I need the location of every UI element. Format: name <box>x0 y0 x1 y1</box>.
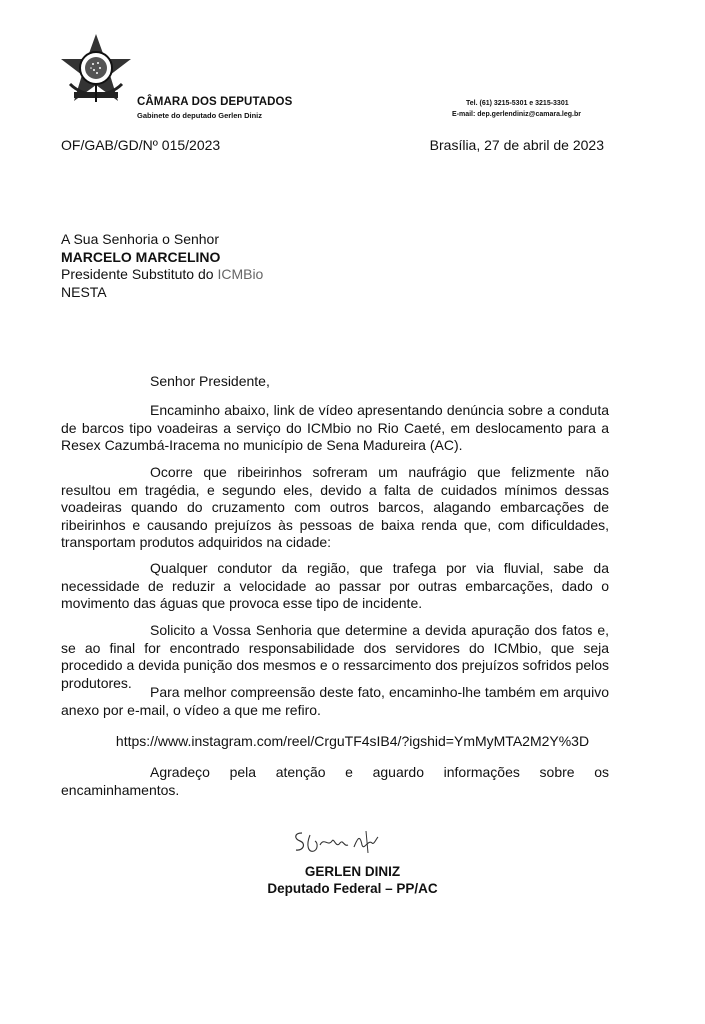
paragraph-4: Solicito a Vossa Senhoria que determine a devida apuração dos fatos e, se ao final for encontrado responsabilidade dos servidores do ICMbio, que seja procedido a devida punição dos mesmos e o ressarcimento dos prejuízos sofridos pelos produtores. <box>61 622 609 691</box>
paragraph-5: Para melhor compreensão deste fato, encaminho-lhe também em arquivo anexo por e-mail, o vídeo a que me refiro. <box>61 684 609 718</box>
recipient-role: Presidente Substituto do ICMBio <box>61 266 264 282</box>
signatory-role: Deputado Federal – PP/AC <box>267 881 438 896</box>
signatory-name: GERLEN DINIZ <box>304 864 401 879</box>
video-link[interactable]: https://www.instagram.com/reel/CrguTF4sIB4/?igshid=YmMyMTA2M2Y%3D <box>115 733 590 749</box>
letter-salutation: Senhor Presidente, <box>150 373 270 389</box>
organization-subtitle: Gabinete do deputado Gerlen Diniz <box>137 111 263 120</box>
paragraph-3: Qualquer condutor da região, que trafega por via fluvial, sabe da necessidade de reduzir a velocidade ao passar por outras embarcações, dado o movimento das águas que provoca esse tipo de incidente. <box>61 560 609 611</box>
recipient-block <box>61 231 263 301</box>
organization-name: CÂMARA DOS DEPUTADOS <box>137 96 293 108</box>
document-reference: OF/GAB/GD/Nº 015/2023 <box>61 137 221 153</box>
contact-phone: Tel. (61) 3215-5301 e 3215-3301 <box>466 100 569 107</box>
handwritten-signature <box>288 825 384 859</box>
recipient-name: MARCELO MARCELINO <box>61 248 221 265</box>
paragraph-2: Ocorre que ribeirinhos sofreram um naufrágio que felizmente não resultou em tragédia, e segundo eles, devido a falta de cuidados mínimos dessas voadeiras quando do cruzamento com outros barcos, alagando embarcações de ribeirinhos e causando prejuízos às pessoas de baixa renda que, com dificuldades, transportam produtos adquiridos na cidade: <box>61 464 609 550</box>
recipient-salutation: A Sua Senhoria o Senhor <box>61 231 220 247</box>
document-date: Brasília, 27 de abril de 2023 <box>429 137 604 153</box>
paragraph-1: Encaminho abaixo, link de vídeo apresentando denúncia sobre a conduta de barcos tipo voadeiras a serviço do ICMbio no Rio Caeté, em deslocamento para a Resex Cazumbá-Iracema no município de Sena Madureira (AC). <box>61 402 609 453</box>
coat-of-arms-icon <box>60 32 132 104</box>
contact-email: E-mail: dep.gerlendiniz@camara.leg.br <box>452 111 581 118</box>
recipient-location: NESTA <box>61 283 107 300</box>
paragraph-6: Agradeço pela atenção e aguardo informações sobre os encaminhamentos. <box>61 764 609 798</box>
